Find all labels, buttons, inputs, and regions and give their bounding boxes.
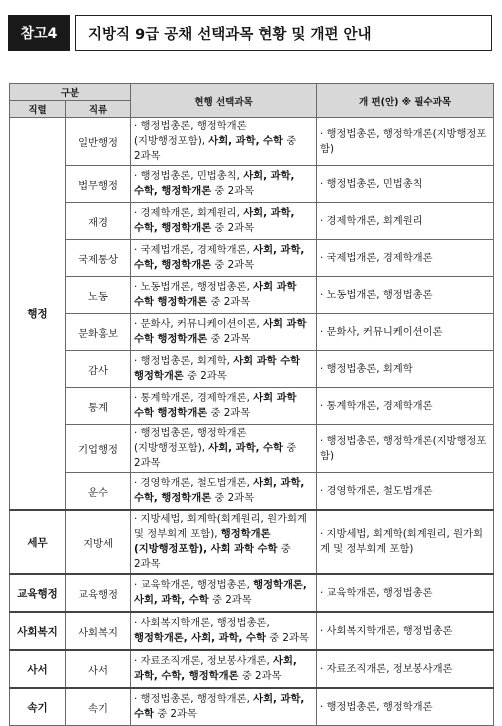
job-cell: 운수 xyxy=(66,473,131,511)
revised-subjects-cell: · 사회복지학개론, 행정법총론 xyxy=(317,612,494,650)
table-row xyxy=(10,510,494,574)
current-subjects-cell xyxy=(131,277,317,314)
subject-text: 중 2과목 xyxy=(134,135,297,162)
job-cell: 지방세 xyxy=(66,510,131,574)
current-subjects-cell xyxy=(131,203,317,240)
job-cell: 통계 xyxy=(66,388,131,425)
subject-text: 중 2과목 xyxy=(134,543,291,570)
revised-subjects-cell: · 경영학개론, 철도법개론 xyxy=(317,473,494,511)
revised-subjects-cell: · 국제법개론, 경제학개론 xyxy=(317,240,494,277)
elective-subjects: 사회, 과학, 수학 xyxy=(134,693,305,720)
current-subjects-cell xyxy=(131,612,317,650)
subjects-table xyxy=(9,83,494,726)
page-header xyxy=(8,15,492,51)
job-cell: 일반행정 xyxy=(66,118,131,166)
subject-text: 중 2과목 xyxy=(183,370,227,382)
subject-text: 중 2과목 xyxy=(265,632,309,644)
table-row xyxy=(10,473,494,511)
revised-subjects-cell: · 행정법총론, 회계학 xyxy=(317,351,494,388)
elective-subjects: 행정학개론(지방행정포함), 사회 과학 수학 xyxy=(134,528,278,555)
job-cell: 법무행정 xyxy=(66,166,131,203)
table-row xyxy=(10,351,494,388)
current-subjects-cell xyxy=(131,510,317,574)
subject-text: 중 2과목 xyxy=(211,492,255,504)
job-cell: 속기 xyxy=(66,688,131,726)
page-title: 지방직 9급 공채 선택과목 현황 및 개편 안내 xyxy=(75,15,492,51)
current-subjects-cell xyxy=(131,650,317,688)
current-subjects-cell xyxy=(131,240,317,277)
subject-text: · 행정법총론, 행정학개론(지방행정포함), xyxy=(134,427,247,454)
revised-subjects-cell: · 행정법총론, 민법총칙 xyxy=(317,166,494,203)
elective-subjects: 사회, 과학, 수학 xyxy=(208,442,283,454)
revised-subjects-cell: · 문화사, 커뮤니케이션이론 xyxy=(317,314,494,351)
current-subjects-cell xyxy=(131,118,317,166)
table-row xyxy=(10,203,494,240)
current-subjects-cell xyxy=(131,351,317,388)
subject-text: 중 2과목 xyxy=(207,296,251,308)
table-row xyxy=(10,688,494,726)
current-subjects-cell xyxy=(131,688,317,726)
subject-text: · 교육학개론, 행정법총론, xyxy=(134,579,254,591)
revised-subjects-cell: · 행정법총론, 행정학개론(지방행정포함) xyxy=(317,425,494,473)
current-subjects-cell xyxy=(131,425,317,473)
current-subjects-cell xyxy=(131,574,317,612)
header-job: 직류 xyxy=(66,101,131,118)
table-row xyxy=(10,612,494,650)
subject-text: 중 2과목 xyxy=(134,442,297,469)
subject-text: · 경영학개론, 철도법개론, xyxy=(134,477,254,489)
header-series: 직렬 xyxy=(10,101,66,118)
series-cell: 행정 xyxy=(10,118,66,511)
job-cell: 문화홍보 xyxy=(66,314,131,351)
subject-text: · 행정법총론, 행정학개론(지방행정포함), xyxy=(134,120,247,147)
header-revised-subjects: 개 편(안) ※ 필수과목 xyxy=(317,84,494,118)
current-subjects-cell xyxy=(131,166,317,203)
current-subjects-cell xyxy=(131,314,317,351)
job-cell: 노동 xyxy=(66,277,131,314)
subject-text: 중 2과목 xyxy=(238,670,282,682)
reference-badge: 참고4 xyxy=(8,15,70,51)
table-body xyxy=(10,118,494,726)
revised-subjects-cell: · 자료조직개론, 정보봉사개론 xyxy=(317,650,494,688)
subject-text: 중 2과목 xyxy=(211,185,255,197)
revised-subjects-cell: · 행정법총론, 행정학개론 xyxy=(317,688,494,726)
table-row xyxy=(10,388,494,425)
table-row xyxy=(10,314,494,351)
job-cell: 재경 xyxy=(66,203,131,240)
elective-subjects: 사회, 과학, 수학, 행정학개론 xyxy=(134,244,305,271)
subject-text: · 행정법총론, 행정학개론, xyxy=(134,693,254,705)
revised-subjects-cell: · 행정법총론, 행정학개론(지방행정포함) xyxy=(317,118,494,166)
subject-text: 중 2과목 xyxy=(153,708,197,720)
series-cell: 사서 xyxy=(10,650,66,688)
elective-subjects: 사회 과학 수학 행정학개론 xyxy=(134,318,307,345)
subject-text: · 문화사, 커뮤니케이션이론, xyxy=(134,318,264,330)
subject-text: 중 2과목 xyxy=(211,222,255,234)
revised-subjects-cell: · 통계학개론, 경제학개론 xyxy=(317,388,494,425)
revised-subjects-cell: · 경제학개론, 회계원리 xyxy=(317,203,494,240)
job-cell: 기업행정 xyxy=(66,425,131,473)
elective-subjects: 행정학개론, 사회, 과학, 수학 xyxy=(134,632,266,644)
subject-text: · 지방세법, 회계학(회계원리, 원가회계 및 정부회계 포함), xyxy=(134,513,307,540)
series-cell: 세무 xyxy=(10,510,66,574)
subject-text: · 경제학개론, 회계원리, xyxy=(134,207,244,219)
job-cell: 교육행정 xyxy=(66,574,131,612)
subject-text: 중 2과목 xyxy=(207,333,251,345)
current-subjects-cell xyxy=(131,473,317,511)
subject-text: · 통계학개론, 경제학개론, xyxy=(134,392,254,404)
revised-subjects-cell: · 교육학개론, 행정법총론 xyxy=(317,574,494,612)
job-cell: 국제통상 xyxy=(66,240,131,277)
series-cell: 사회복지 xyxy=(10,612,66,650)
subject-text: · 행정법총론, 민법총칙, xyxy=(134,170,244,182)
series-cell: 속기 xyxy=(10,688,66,726)
elective-subjects: 사회, 과학, 수학, 행정학개론 xyxy=(134,477,305,504)
subject-text: · 사회복지학개론, 행정법총론, xyxy=(134,617,270,629)
current-subjects-cell xyxy=(131,388,317,425)
subject-text: · 노동법개론, 행정법총론, xyxy=(134,281,254,293)
subject-text: 중 2과목 xyxy=(211,259,255,271)
header-current-subjects: 현행 선택과목 xyxy=(131,84,317,118)
elective-subjects: 사회 과학 수학 행정학개론 xyxy=(134,355,301,382)
table-row xyxy=(10,240,494,277)
header-group: 구분 xyxy=(10,84,131,101)
table-row xyxy=(10,166,494,203)
revised-subjects-cell: · 노동법개론, 행정법총론 xyxy=(317,277,494,314)
elective-subjects: 행정학개론, 사회, 과학, 수학 xyxy=(134,579,307,606)
table-row xyxy=(10,650,494,688)
table-row xyxy=(10,277,494,314)
job-cell: 감사 xyxy=(66,351,131,388)
table-row xyxy=(10,425,494,473)
job-cell: 사서 xyxy=(66,650,131,688)
subject-text: 중 2과목 xyxy=(207,407,251,419)
elective-subjects: 사회 과학 수학 행정학개론 xyxy=(134,281,297,308)
table-row xyxy=(10,118,494,166)
subject-text: · 행정법총론, 회계학, xyxy=(134,355,234,367)
elective-subjects: 사회, 과학, 수학 xyxy=(208,135,283,147)
job-cell: 사회복지 xyxy=(66,612,131,650)
subject-text: · 국제법개론, 경제학개론, xyxy=(134,244,254,256)
subject-text: 중 2과목 xyxy=(208,594,252,606)
revised-subjects-cell: · 지방세법, 회계학(회계원리, 원가회계 및 정부회계 포함) xyxy=(317,510,494,574)
elective-subjects: 사회, 과학, 수학, 행정학개론 xyxy=(134,207,295,234)
series-cell: 교육행정 xyxy=(10,574,66,612)
subject-text: · 자료조직개론, 정보봉사개론, xyxy=(134,655,274,667)
elective-subjects: 사회, 과학, 수학, 행정학개론 xyxy=(134,655,297,682)
elective-subjects: 사회, 과학, 수학, 행정학개론 xyxy=(134,170,295,197)
table-row xyxy=(10,574,494,612)
elective-subjects: 사회 과학 수학 행정학개론 xyxy=(134,392,297,419)
